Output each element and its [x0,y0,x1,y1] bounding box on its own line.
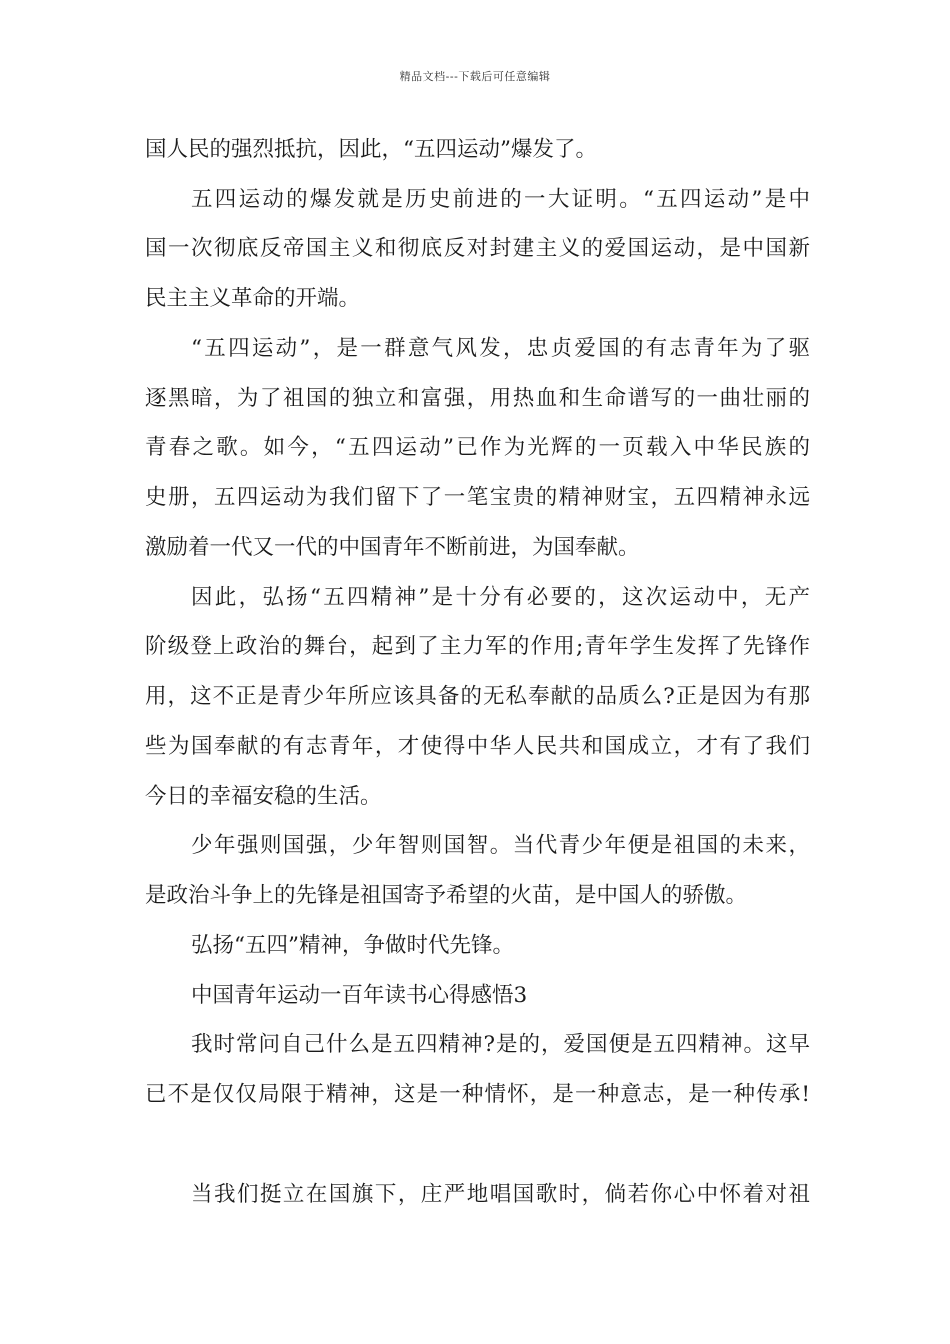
text-line: 国一次彻底反帝国主义和彻底反对封建主义的爱国运动，是中国新 [145,236,810,261]
text-line: 五四运动的爆发就是历史前进的一大证明。“五四运动”是中 [191,187,810,212]
text-line: 些为国奉献的有志青年，才使得中华人民共和国成立，才有了我们 [145,734,810,759]
text-line: 阶级登上政治的舞台，起到了主力军的作用;青年学生发挥了先锋作 [145,634,810,659]
text-line: 激励着一代又一代的中国青年不断前进，为国奉献。 [145,535,640,560]
text-line: “五四运动”，是一群意气风发，忠贞爱国的有志青年为了驱 [191,336,810,361]
section-heading: 中国青年运动一百年读书心得感悟3 [191,983,528,1008]
text-line: 民主主义革命的开端。 [145,286,361,311]
text-line: 是政治斗争上的先锋是祖国寄予希望的火苗，是中国人的骄傲。 [145,883,748,908]
text-line: 少年强则国强，少年智则国智。当代青少年便是祖国的未来， [191,833,810,858]
text-line: 逐黑暗，为了祖国的独立和富强，用热血和生命谱写的一曲壮丽的 [145,386,810,411]
text-line: 今日的幸福安稳的生活。 [145,784,382,809]
text-line: 因此，弘扬“五四精神”是十分有必要的，这次运动中，无产 [191,585,810,610]
text-line: 已不是仅仅局限于精神，这是一种情怀，是一种意志，是一种传承! [145,1082,810,1107]
page-header: 精品文档---下载后可任意编辑 [399,70,551,83]
text-line: 弘扬“五四”精神，争做时代先锋。 [191,933,514,958]
text-line: 当我们挺立在国旗下，庄严地唱国歌时，倘若你心中怀着对祖 [191,1182,810,1207]
text-line: 我时常问自己什么是五四精神?是的，爱国便是五四精神。这早 [191,1032,810,1057]
text-line: 国人民的强烈抵抗，因此，“五四运动”爆发了。 [145,137,597,162]
text-line: 史册，五四运动为我们留下了一笔宝贵的精神财宝，五四精神永远 [145,485,810,510]
text-line: 青春之歌。如今，“五四运动”已作为光辉的一页载入中华民族的 [145,435,810,460]
text-line: 用，这不正是青少年所应该具备的无私奉献的品质么?正是因为有那 [145,684,810,709]
